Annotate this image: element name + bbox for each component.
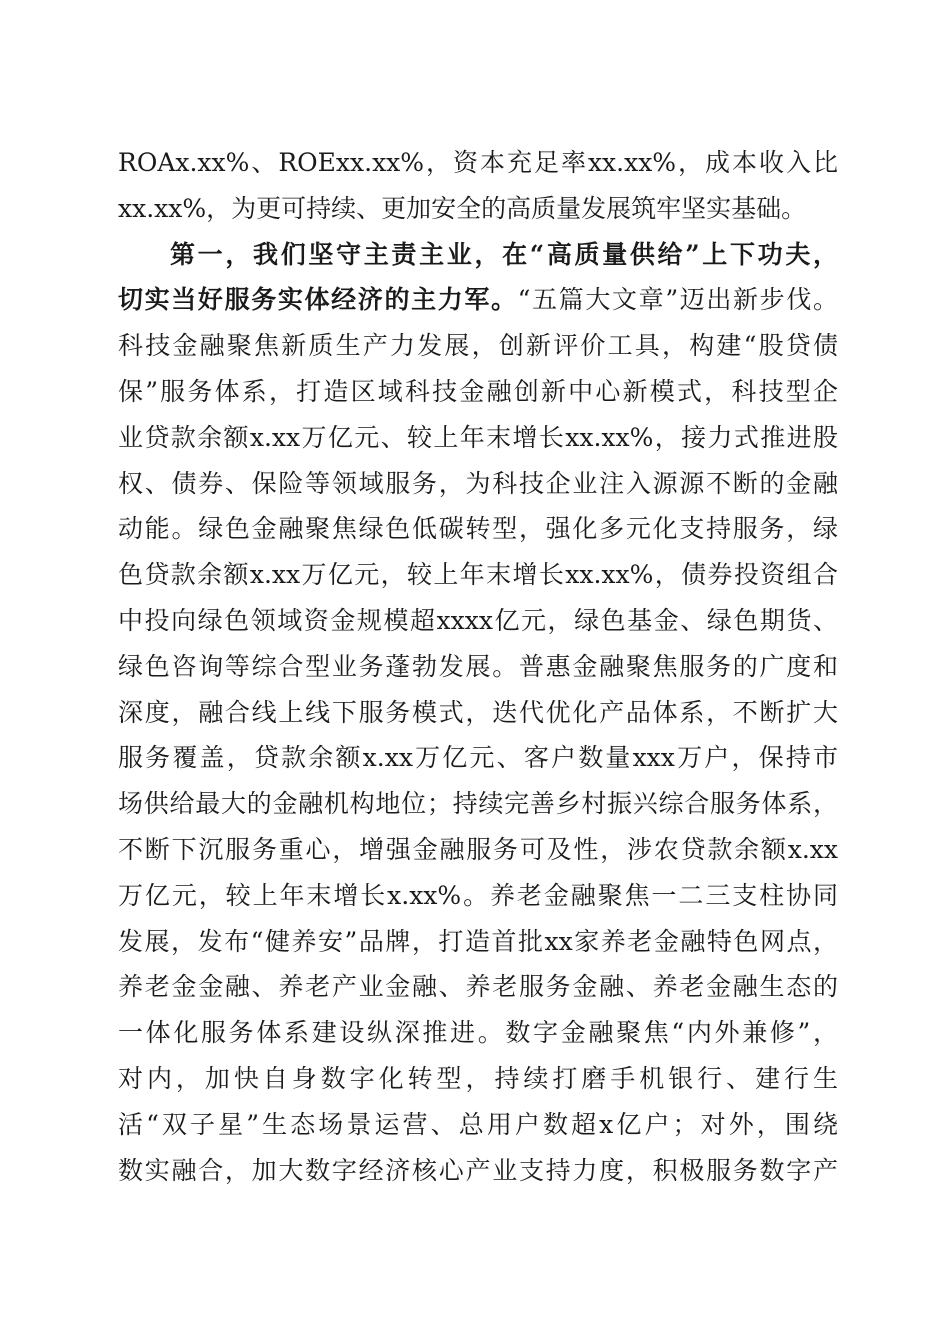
text-line: 深度，融合线上线下服务模式，迭代优化产品体系，不断扩大 [118, 697, 838, 727]
text-line: 发展，发布“健养安”品牌，打造首批xx家养老金融特色网点， [118, 926, 838, 956]
text-line: 科技金融聚焦新质生产力发展，创新评价工具，构建“股贷债 [118, 331, 838, 361]
text-line: ROAx.xx%、ROExx.xx%，资本充足率xx.xx%，成本收入比 [118, 148, 838, 177]
section-heading-line: 第一，我们坚守主责主业，在“高质量供给”上下功夫， [170, 239, 838, 269]
body-text [118, 140, 838, 1239]
text-line: 万亿元，较上年末增长x.xx%。养老金融聚焦一二三支柱协同 [118, 880, 838, 910]
section-heading-continuation [118, 277, 838, 323]
text-line: 服务覆盖，贷款余额x.xx万亿元、客户数量xxx万户，保持市 [118, 743, 838, 773]
text-line: 不断下沉服务重心，增强金融服务可及性，涉农贷款余额x.xx [118, 834, 838, 864]
text-line: 动能。绿色金融聚焦绿色低碳转型，强化多元化支持服务，绿 [118, 514, 838, 544]
text-line: 保”服务体系，打造区域科技金融创新中心新模式，科技型企 [118, 376, 838, 406]
text-line [118, 1193, 838, 1239]
text-line: 一体化服务体系建设纵深推进。数字金融聚焦“内外兼修”， [118, 1018, 838, 1048]
text-line: 活“双子星”生态场景运营、总用户数超x亿户；对外，围绕 [118, 1109, 838, 1139]
section-heading-tail: 切实当好服务实体经济的主力军。 [118, 285, 518, 315]
text-line: 中投向绿色领域资金规模超xxxx亿元，绿色基金、绿色期货、 [118, 605, 838, 635]
text-line: 绿色咨询等综合型业务蓬勃发展。普惠金融聚焦服务的广度和 [118, 651, 838, 681]
text-line: 业贷款余额x.xx万亿元、较上年末增长xx.xx%，接力式推进股 [118, 422, 838, 452]
text-line-segment: “五篇大文章”迈出新步伐。 [517, 285, 838, 315]
text-line: 色贷款余额x.xx万亿元，较上年末增长xx.xx%，债券投资组合 [118, 560, 838, 590]
text-line: 数实融合，加大数字经济核心产业支持力度，积极服务数字产 [118, 1155, 838, 1185]
text-line: 对内，加快自身数字化转型，持续打磨手机银行、建行生 [118, 1063, 838, 1093]
text-line: xx.xx%，为更可持续、更加安全的高质量发展筑牢坚实基础。 [118, 193, 807, 223]
text-line: 养老金金融、养老产业金融、养老服务金融、养老金融生态的 [118, 972, 838, 1002]
text-line: 权、债券、保险等领域服务，为科技企业注入源源不断的金融 [118, 468, 838, 498]
text-line: 场供给最大的金融机构地位；持续完善乡村振兴综合服务体系， [118, 789, 838, 819]
